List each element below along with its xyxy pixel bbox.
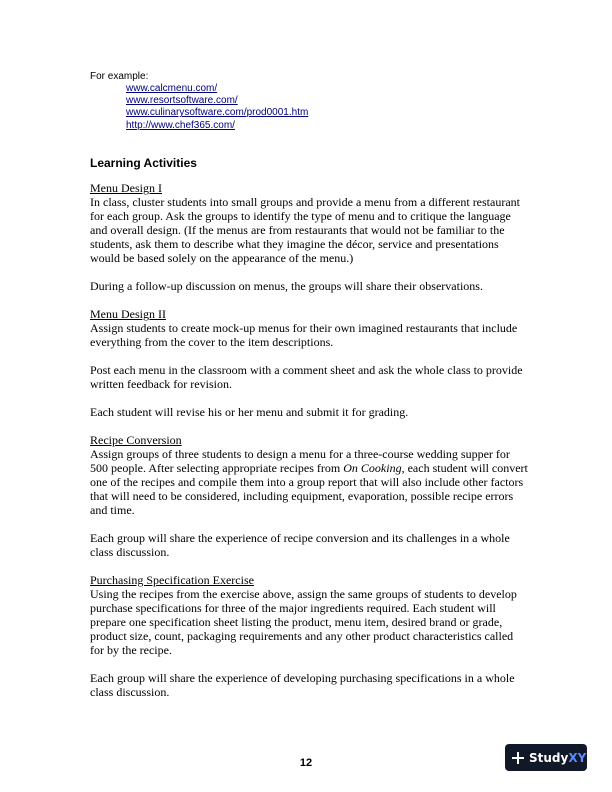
link-list [126, 83, 308, 132]
book-title: On Cooking [343, 461, 402, 475]
recipe-conversion-title: Recipe Conversion [90, 433, 182, 447]
activities-body [90, 181, 530, 713]
menu-design-1-title: Menu Design I [90, 181, 162, 195]
plus-icon [511, 751, 525, 765]
link-culinarysoftware[interactable]: www.culinarysoftware.com/prod0001.htm [126, 107, 309, 119]
menu-design-2-post: Post each menu in the classroom with a comment sheet and ask the whole class to provide written feedback for revision. [90, 363, 523, 391]
link-calcmenu[interactable]: www.calcmenu.com/ [126, 83, 218, 94]
menu-design-2-section [90, 307, 530, 349]
recipe-conversion-text-b: , each student will convert one of the recipes and compile them into a group report that will also include other factors that will need to be considered, including equipment, evaporation, possible recipe errors and time. [90, 461, 528, 517]
purchasing-section [90, 573, 530, 657]
recipe-conversion-share: Each group will share the experience of recipe conversion and its challenges in a whole class discussion. [90, 531, 510, 559]
link-resortsoftware[interactable]: www.resortsoftware.com/ [126, 95, 238, 107]
badge-text-study: Study [529, 750, 569, 765]
recipe-conversion-section [90, 433, 530, 517]
menu-design-2-revise: Each student will revise his or her menu and submit it for grading. [90, 405, 409, 419]
link-chef365[interactable]: http://www.chef365.com/ [126, 119, 235, 131]
intro-label: For example: [90, 71, 149, 82]
menu-design-2-text: Assign students to create mock-up menus for their own imagined restaurants that include everything from the cover to the item descriptions. [90, 321, 518, 349]
menu-design-1-followup: During a follow-up discussion on menus, the groups will share their observations. [90, 279, 483, 293]
section-heading: Learning Activities [90, 156, 197, 170]
recipe-conversion-text-a: Assign groups of three students to design a menu for a three-course wedding supper for 500 people. After selecting appropriate recipes from [90, 447, 510, 475]
purchasing-title: Purchasing Specification Exercise [90, 573, 254, 587]
menu-design-1-section [90, 181, 530, 265]
studyxy-badge[interactable] [505, 744, 587, 771]
menu-design-1-text: In class, cluster students into small groups and provide a menu from a different restaurant for each group. Ask the groups to identify the type of menu and to critique the language and overall design. (If the menus are from restaurants that would not be familiar to the students, ask them to describe what they imagine the décor, service and presentations would be based solely on the appearance of the menu.) [90, 195, 520, 265]
purchasing-text: Using the recipes from the exercise above, assign the same groups of students to develop purchase specifications for three of the major ingredients required. Each student will prepare one specification sheet listing the product, menu item, desired brand or grade, product size, count, packaging requirements and any other product characteristics called for by the recipe. [90, 587, 517, 657]
menu-design-2-title: Menu Design II [90, 307, 166, 321]
page-number: 12 [299, 757, 313, 769]
purchasing-share: Each group will share the experience of developing purchasing specifications in a whole class discussion. [90, 671, 515, 699]
badge-text-xy: XY [568, 750, 587, 765]
